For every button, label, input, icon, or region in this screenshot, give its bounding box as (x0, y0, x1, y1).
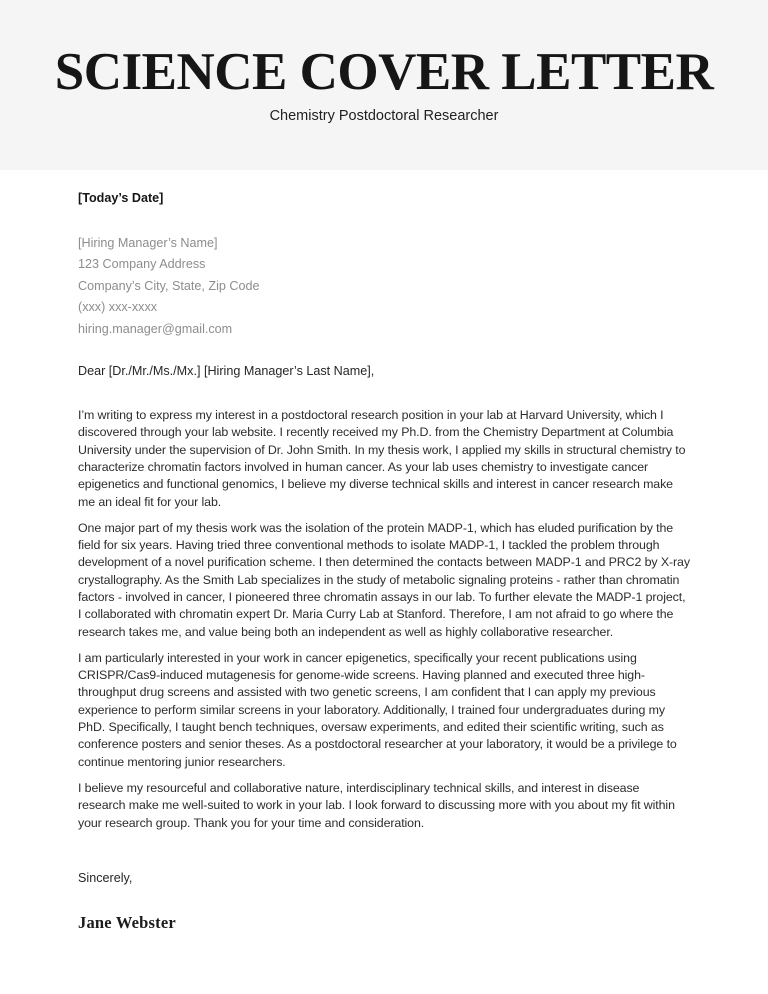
recipient-name-line: [Hiring Manager’s Name] (78, 236, 218, 250)
closing-line: Sincerely, (78, 870, 133, 885)
salutation: Dear [Dr./Mr./Ms./Mx.] [Hiring Manager’s Last Name], (78, 364, 375, 379)
page-subtitle: Chemistry Postdoctoral Researcher (269, 108, 499, 124)
letter-paragraphs (78, 407, 690, 832)
header-band (0, 0, 768, 170)
recipient-email-line: hiring.manager@gmail.com (78, 321, 233, 336)
letter-body-container (0, 170, 768, 933)
recipient-city-line: Company’s City, State, Zip Code (78, 278, 260, 293)
recipient-phone-line: (xxx) xxx-xxxx (78, 300, 158, 315)
recipient-block (78, 233, 690, 340)
signature-name: Jane Webster (78, 912, 176, 932)
recipient-address-line: 123 Company Address (78, 257, 206, 272)
date-placeholder: [Today’s Date] (78, 191, 164, 205)
body-paragraph-interest: I am particularly interested in your work in cancer epigenetics, specifically your recent publications using CRISPR/Cas9-induced mutagenesis for genome-wide screens. Having planned and executed three high-throughput drug screens and assisted with two genetic screens, I am confident that I can apply my previous experience to perform similar screens in your laboratory. Additionally, I trained four undergraduates during my PhD. Specifically, I taught bench techniques, oversaw experiments, and edited their scientific writing, such as conference posters and senior theses. As a postdoctoral researcher at your laboratory, it would be a privilege to continue mentoring junior researchers. (78, 650, 677, 769)
body-paragraph-thesis: One major part of my thesis work was the isolation of the protein MADP-1, which has eluded purification by the field for six years. Having tried three conventional methods to isolate MADP-1, I tackled the problem through development of a novel purification scheme. I then determined the contacts between MADP-1 and PRC2 by X-ray crystallography. As the Smith Lab specializes in the study of metabolic signaling proteins - rather than chromatin factors - involved in cancer, I pioneered three chromatin assays in our lab. To further elevate the MADP-1 project, I collaborated with chromatin expert Dr. Maria Curry Lab at Stanford. Therefore, I am not afraid to go where the research takes me, and value being both an independent as well as highly collaborative researcher. (78, 520, 690, 639)
page-title: SCIENCE COVER LETTER (54, 43, 714, 101)
body-paragraph-conclusion: I believe my resourceful and collaborative nature, interdisciplinary technical skills, and interest in disease research make me well-suited to work in your lab. I look forward to discussing more with you about my fit within your research group. Thank you for your time and consideration. (78, 780, 675, 830)
body-paragraph-intro: I’m writing to express my interest in a postdoctoral research position in your lab at Harvard University, which I discovered through your lab website. I recently received my Ph.D. from the Chemistry Department at Columbia University under the supervision of Dr. John Smith. In my thesis work, I applied my skills in structural chemistry to characterize chromatin factors involved in human cancer. As your lab uses chemistry to investigate cancer epigenetics and functional genomics, I believe my diverse technical skills and interest in cancer research make me an ideal fit for your lab. (78, 408, 686, 509)
